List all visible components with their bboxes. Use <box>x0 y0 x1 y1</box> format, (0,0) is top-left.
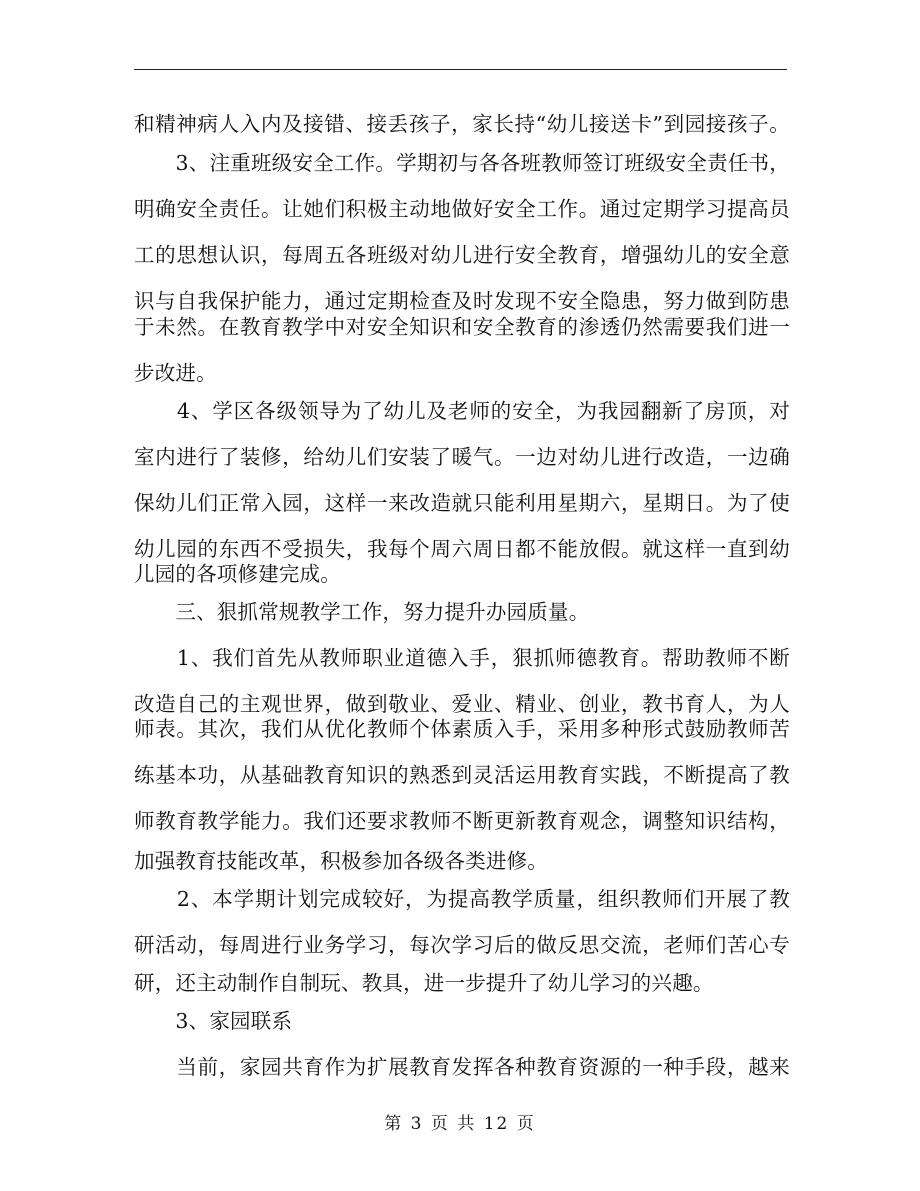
text-line: 保幼儿们正常入园，这样一来改造就只能利用星期六，星期日。为了使 <box>134 491 790 515</box>
text-line: 工的思想认识，每周五各班级对幼儿进行安全教育，增强幼儿的安全意 <box>134 243 790 267</box>
header-rule <box>134 69 787 70</box>
text-line: 师表。其次，我们从优化教师个体素质入手，采用多种形式鼓励教师苦 <box>134 717 790 741</box>
text-line: 4、学区各级领导为了幼儿及老师的安全，为我园翻新了房顶，对 <box>134 399 790 423</box>
text-line: 研，还主动制作自制玩、教具，进一步提升了幼儿学习的兴趣。 <box>134 971 714 995</box>
text-line: 3、注重班级安全工作。学期初与各各班教师签订班级安全责任书， <box>134 151 790 175</box>
page-number-footer: 第 3 页 共 12 页 <box>384 1114 536 1134</box>
text-line: 于未然。在教育教学中对安全知识和安全教育的渗透仍然需要我们进一 <box>134 315 790 339</box>
text-line: 2、本学期计划完成较好，为提高教学质量，组织教师们开展了教 <box>134 887 790 911</box>
text-line: 和精神病人入内及接错、接丢孩子，家长持“幼儿接送卡”到园接孩子。 <box>134 112 790 136</box>
text-line: 幼儿园的东西不受损失，我每个周六周日都不能放假。就这样一直到幼 <box>134 537 790 561</box>
text-line: 明确安全责任。让她们积极主动地做好安全工作。通过定期学习提高员 <box>134 197 790 221</box>
text-line: 1、我们首先从教师职业道德入手，狠抓师德教育。帮助教师不断 <box>134 646 790 670</box>
text-line: 研活动，每周进行业务学习，每次学习后的做反思交流，老师们苦心专 <box>134 933 790 957</box>
subsection-heading: 3、家园联系 <box>134 1009 293 1033</box>
text-line: 师教育教学能力。我们还要求教师不断更新教育观念，调整知识结构， <box>134 809 790 833</box>
text-line: 改造自己的主观世界，做到敬业、爱业、精业、创业，教书育人，为人 <box>134 692 790 716</box>
section-heading: 三、狠抓常规教学工作，努力提升办园质量。 <box>134 600 590 624</box>
text-line: 识与自我保护能力，通过定期检查及时发现不安全隐患，努力做到防患 <box>134 289 790 313</box>
text-line: 当前，家园共育作为扩展教育发挥各种教育资源的一种手段，越来 <box>134 1055 790 1079</box>
text-line: 室内进行了装修，给幼儿们安装了暖气。一边对幼儿进行改造，一边确 <box>134 445 790 469</box>
text-line: 加强教育技能改革，积极参加各级各类进修。 <box>134 849 548 873</box>
text-line: 儿园的各项修建完成。 <box>134 562 341 586</box>
text-line: 练基本功，从基础教育知识的熟悉到灵活运用教育实践，不断提高了教 <box>134 763 790 787</box>
text-line: 步改进。 <box>134 361 217 385</box>
